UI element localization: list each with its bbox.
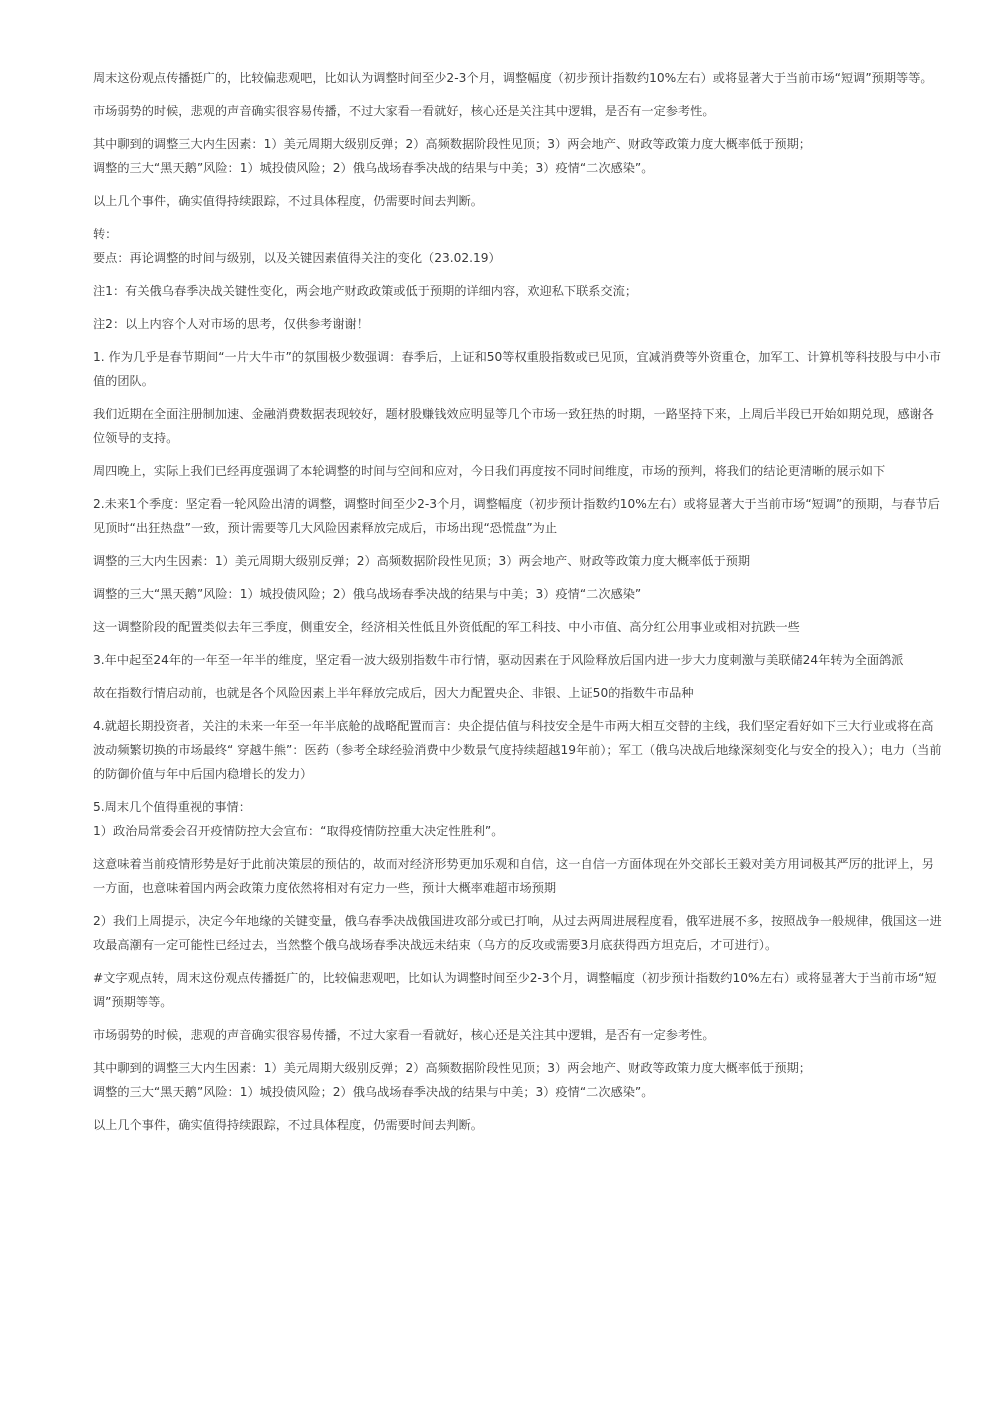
paragraph bbox=[93, 1023, 945, 1047]
paragraph-line: 调整的三大“黑天鹅”风险：1）城投债风险；2）俄乌战场春季决战的结果与中美；3）疫情“二次感染”。 bbox=[93, 1085, 654, 1099]
paragraph-line: 周末这份观点传播挺广的，比较偏悲观吧，比如认为调整时间至少2-3个月，调整幅度（初步预计指数约10%左右）或将显著大于当前市场“短调”预期等等。 bbox=[93, 71, 933, 85]
paragraph-line: 以上几个事件，确实值得持续跟踪，不过具体程度，仍需要时间去判断。 bbox=[93, 1118, 483, 1132]
document-body bbox=[93, 66, 945, 1146]
paragraph bbox=[93, 66, 945, 90]
paragraph bbox=[93, 582, 945, 606]
paragraph-line: 其中聊到的调整三大内生因素：1）美元周期大级别反弹；2）高频数据阶段性见顶；3）两会地产、财政等政策力度大概率低于预期； bbox=[93, 1061, 811, 1075]
paragraph-line: 故在指数行情启动前，也就是各个风险因素上半年释放完成后，因大力配置央企、非银、上证50的指数牛市品种 bbox=[93, 686, 694, 700]
paragraph-line: 注1：有关俄乌春季决战关键性变化，两会地产财政政策或低于预期的详细内容，欢迎私下联系交流； bbox=[93, 284, 638, 298]
paragraph-line: 要点：再论调整的时间与级别，以及关键因素值得关注的变化（23.02.19） bbox=[93, 251, 501, 265]
paragraph-line: 周四晚上，实际上我们已经再度强调了本轮调整的时间与空间和应对，今日我们再度按不同时间维度，市场的预判，将我们的结论更清晰的展示如下 bbox=[93, 464, 886, 478]
paragraph-line: 市场弱势的时候，悲观的声音确实很容易传播，不过大家看一看就好，核心还是关注其中逻辑，是否有一定参考性。 bbox=[93, 1028, 715, 1042]
paragraph bbox=[93, 615, 945, 639]
paragraph-line: 调整的三大内生因素：1）美元周期大级别反弹；2）高频数据阶段性见顶；3）两会地产、财政等政策力度大概率低于预期 bbox=[93, 554, 751, 568]
paragraph bbox=[93, 312, 945, 336]
paragraph bbox=[93, 132, 945, 180]
paragraph-line: 调整的三大“黑天鹅”风险：1）城投债风险；2）俄乌战场春季决战的结果与中美；3）疫情“二次感染”。 bbox=[93, 161, 654, 175]
paragraph bbox=[93, 909, 945, 957]
paragraph bbox=[93, 648, 945, 672]
paragraph-line: 5.周末几个值得重视的事情： bbox=[93, 800, 251, 814]
paragraph bbox=[93, 492, 945, 540]
paragraph-line: 1）政治局常委会召开疫情防控大会宣布：“取得疫情防控重大决定性胜利”。 bbox=[93, 824, 504, 838]
paragraph-line: #文字观点转，周末这份观点传播挺广的，比较偏悲观吧，比如认为调整时间至少2-3个月，调整幅度（初步预计指数约10%左右）或将显著大于当前市场“短调”预期等等。 bbox=[93, 971, 937, 1009]
paragraph-line: 这意味着当前疫情形势是好于此前决策层的预估的，故而对经济形势更加乐观和自信，这一自信一方面体现在外交部长王毅对美方用词极其严厉的批评上，另一方面，也意味着国内两会政策力度依然将相对有定力一些，预计大概率难超市场预期 bbox=[93, 857, 934, 895]
paragraph bbox=[93, 279, 945, 303]
paragraph bbox=[93, 99, 945, 123]
paragraph-line: 2）我们上周提示，决定今年地缘的关键变量，俄乌春季决战俄国进攻部分或已打响，从过去两周进展程度看，俄军进展不多，按照战争一般规律，俄国这一进攻最高潮有一定可能性已经过去，当然整个俄乌战场春季决战远未结束（乌方的反攻或需要3月底获得西方坦克后，才可进行）。 bbox=[93, 914, 942, 952]
paragraph-line: 这一调整阶段的配置类似去年三季度，侧重安全，经济相关性低且外资低配的军工科技、中小市值、高分红公用事业或相对抗跌一些 bbox=[93, 620, 800, 634]
paragraph bbox=[93, 459, 945, 483]
paragraph-line: 以上几个事件，确实值得持续跟踪，不过具体程度，仍需要时间去判断。 bbox=[93, 194, 483, 208]
paragraph bbox=[93, 966, 945, 1014]
paragraph-line: 市场弱势的时候，悲观的声音确实很容易传播，不过大家看一看就好，核心还是关注其中逻辑，是否有一定参考性。 bbox=[93, 104, 715, 118]
paragraph bbox=[93, 795, 945, 843]
paragraph bbox=[93, 714, 945, 786]
paragraph-line: 转： bbox=[93, 227, 118, 241]
paragraph bbox=[93, 402, 945, 450]
paragraph bbox=[93, 222, 945, 270]
paragraph bbox=[93, 189, 945, 213]
paragraph bbox=[93, 852, 945, 900]
paragraph-line: 我们近期在全面注册制加速、金融消费数据表现较好，题材股赚钱效应明显等几个市场一致狂热的时期，一路坚持下来，上周后半段已开始如期兑现，感谢各位领导的支持。 bbox=[93, 407, 934, 445]
paragraph-line: 2.未来1个季度：坚定看一轮风险出清的调整，调整时间至少2-3个月，调整幅度（初步预计指数约10%左右）或将显著大于当前市场“短调”的预期，与春节后见顶时“出狂热盘”一致，预计需要等几大风险因素释放完成后，市场出现“恐慌盘”为止 bbox=[93, 497, 940, 535]
paragraph bbox=[93, 345, 945, 393]
paragraph-line: 4.就超长期投资者，关注的未来一年至一年半底舱的战略配置而言：央企提估值与科技安全是牛市两大相互交替的主线，我们坚定看好如下三大行业或将在高波动频繁切换的市场最终“ 穿越牛熊”：医药（参考全球经验消费中少数景气度持续超越19年前）；军工（俄乌决战后地缘深刻变化与安全的投入）；电力（当前的防御价值与年中后国内稳增长的发力） bbox=[93, 719, 942, 781]
paragraph-line: 1. 作为几乎是春节期间“一片大牛市”的氛围极少数强调：春季后，上证和50等权重股指数或已见顶，宜减消费等外资重仓，加军工、计算机等科技股与中小市值的团队。 bbox=[93, 350, 942, 388]
paragraph-line: 调整的三大“黑天鹅”风险：1）城投债风险；2）俄乌战场春季决战的结果与中美；3）疫情“二次感染” bbox=[93, 587, 642, 601]
paragraph bbox=[93, 1113, 945, 1137]
paragraph-line: 其中聊到的调整三大内生因素：1）美元周期大级别反弹；2）高频数据阶段性见顶；3）两会地产、财政等政策力度大概率低于预期； bbox=[93, 137, 811, 151]
paragraph bbox=[93, 1056, 945, 1104]
paragraph bbox=[93, 549, 945, 573]
paragraph-line: 注2：以上内容个人对市场的思考，仅供参考谢谢！ bbox=[93, 317, 369, 331]
paragraph-line: 3.年中起至24年的一年至一年半的维度，坚定看一波大级别指数牛市行情，驱动因素在于风险释放后国内进一步大力度刺激与美联储24年转为全面鸽派 bbox=[93, 653, 904, 667]
paragraph bbox=[93, 681, 945, 705]
